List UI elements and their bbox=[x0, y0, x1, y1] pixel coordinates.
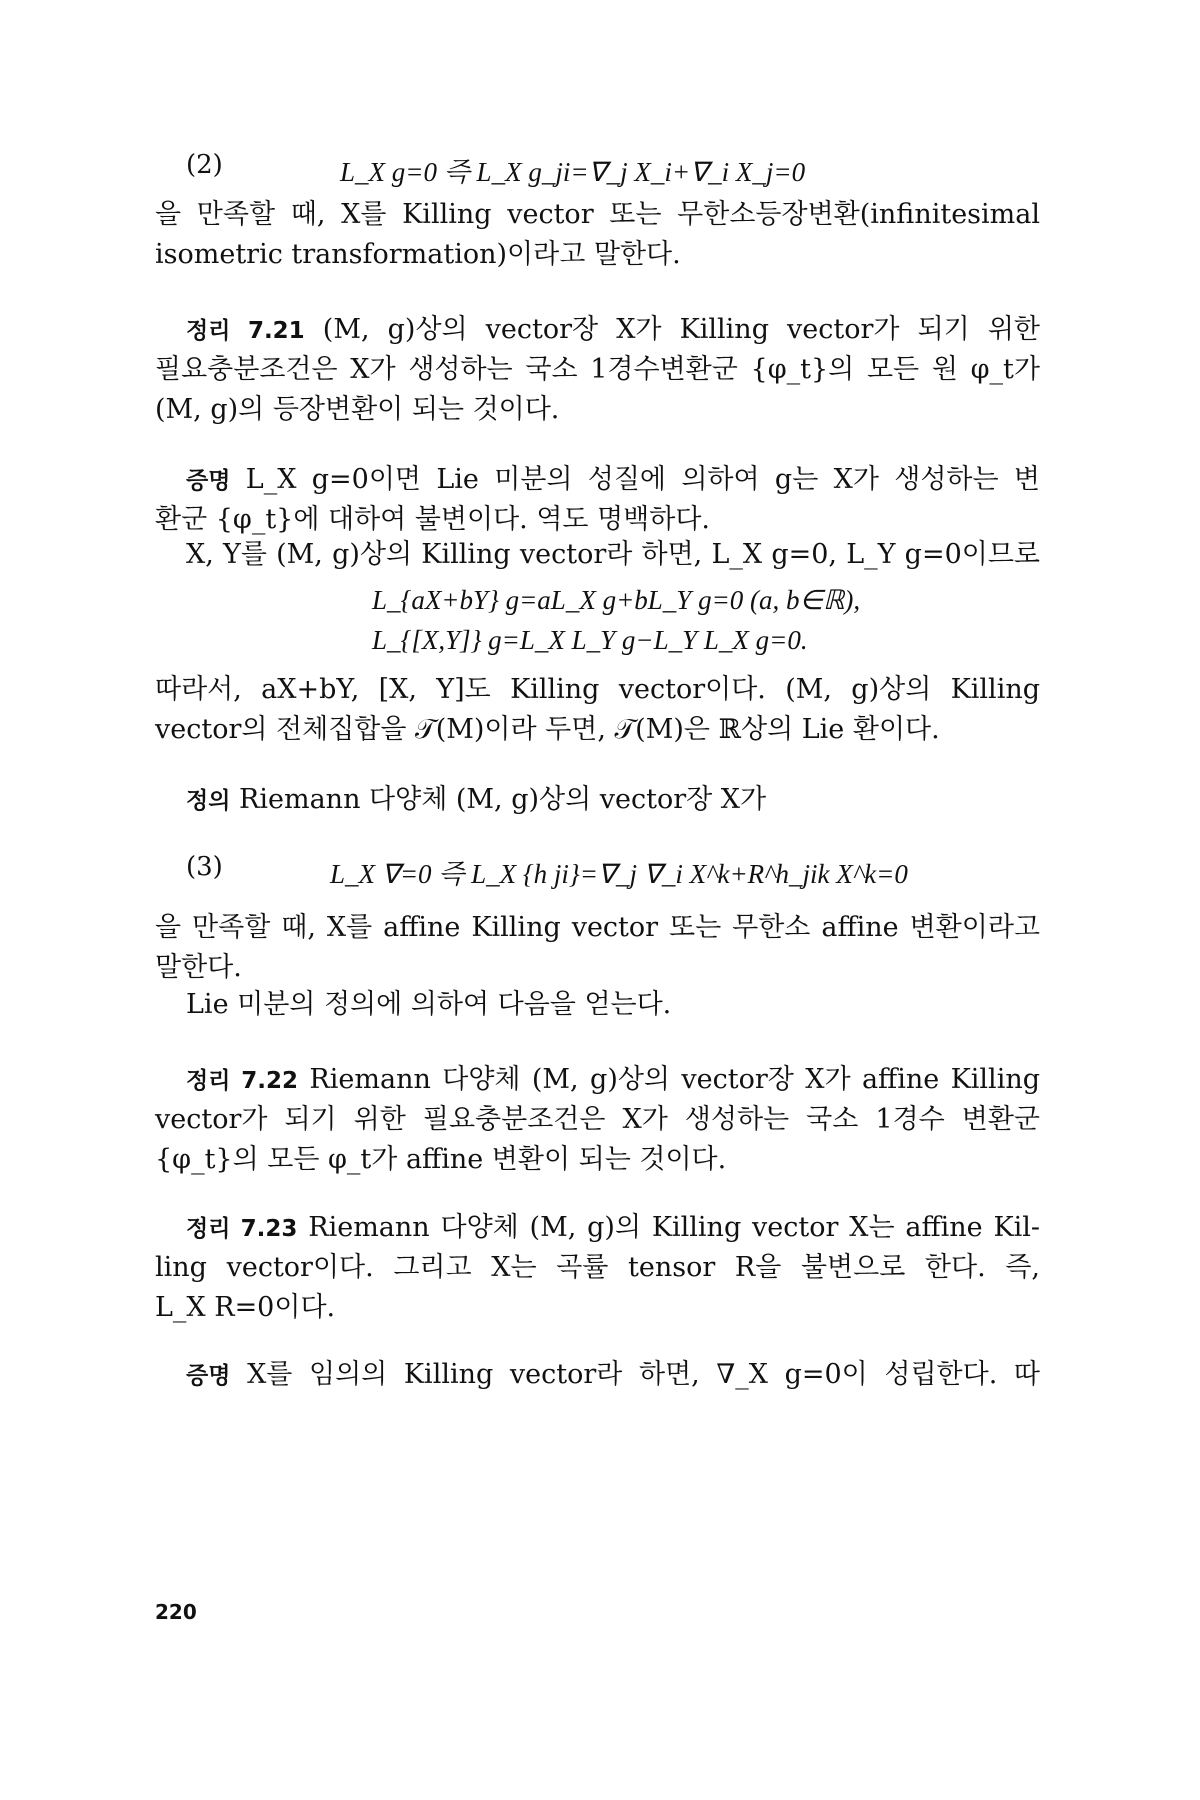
proof-label: 증명 bbox=[186, 1363, 231, 1389]
proof-text: X를 임의의 Killing vector라 하면, ∇_X g=0이 성립한다. 따 bbox=[247, 1359, 1040, 1390]
theorem-text: Riemann 다양체 (M, g)상의 vector장 X가 affine Killing bbox=[309, 1064, 1041, 1095]
equation-2: L_X g=0 즉 L_X g_ji=∇_j X_i+∇_i X_j=0 bbox=[340, 157, 806, 187]
proof-label: 증명 bbox=[186, 468, 231, 494]
theorem-7-21-line bbox=[186, 310, 1040, 351]
definition-line bbox=[186, 780, 1040, 821]
equation-number-2: (2) bbox=[186, 150, 223, 180]
definition-line: Lie 미분의 정의에 의하여 다음을 얻는다. bbox=[186, 989, 672, 1020]
theorem-label: 정리 7.21 bbox=[186, 318, 305, 344]
definition-label: 정의 bbox=[186, 788, 231, 814]
theorem-line: vector가 되기 위한 필요충분조건은 X가 생성하는 국소 1경수 변환군 bbox=[155, 1104, 1040, 1135]
equation-number-3: (3) bbox=[186, 852, 223, 882]
proof-line: 환군 {φ_t}에 대하여 불변이다. 역도 명백하다. bbox=[155, 504, 711, 535]
theorem-line: {φ_t}의 모든 φ_t가 affine 변환이 되는 것이다. bbox=[155, 1144, 727, 1175]
theorem-label: 정리 7.23 bbox=[186, 1216, 298, 1242]
paragraph-line: 을 만족할 때, X를 Killing vector 또는 무한소등장변환(infinitesimal bbox=[155, 199, 1040, 230]
theorem-line: ling vector이다. 그리고 X는 곡률 tensor R을 불변으로 한다. 즉, bbox=[155, 1252, 1040, 1283]
theorem-7-22-line bbox=[186, 1060, 1040, 1101]
equation-lie-bracket: L_{[X,Y]} g=L_X L_Y g−L_Y L_X g=0. bbox=[372, 625, 808, 655]
theorem-text: Riemann 다양체 (M, g)의 Killing vector X는 affine Kil- bbox=[308, 1212, 1041, 1243]
page-number: 220 bbox=[155, 1600, 197, 1624]
proof-line bbox=[186, 460, 1040, 501]
theorem-line: 필요충분조건은 X가 생성하는 국소 1경수변환군 {φ_t}의 모든 원 φ_t가 bbox=[155, 354, 1040, 385]
theorem-7-23-line bbox=[186, 1208, 1040, 1249]
proof-text: L_X g=0이면 Lie 미분의 성질에 의하여 g는 X가 생성하는 변 bbox=[245, 464, 1040, 495]
proof-line: vector의 전체집합을 𝒯(M)이라 두면, 𝒯(M)은 ℝ상의 Lie 환이다. bbox=[155, 714, 940, 745]
theorem-line: (M, g)의 등장변환이 되는 것이다. bbox=[155, 394, 560, 425]
equation-3: L_X ∇=0 즉 L_X {h ji}=∇_j ∇_i X^k+R^h_jik X^k=0 bbox=[330, 859, 908, 889]
equation-lie-linear: L_{aX+bY} g=aL_X g+bL_Y g=0 (a, b∈ℝ), bbox=[372, 585, 861, 615]
definition-line: 말한다. bbox=[155, 952, 242, 983]
theorem-label: 정리 7.22 bbox=[186, 1068, 299, 1094]
proof-line bbox=[186, 1355, 1040, 1396]
paragraph-line: isometric transformation)이라고 말한다. bbox=[155, 239, 681, 270]
proof-line: X, Y를 (M, g)상의 Killing vector라 하면, L_X g=0, L_Y g=0이므로 bbox=[186, 539, 1040, 570]
proof-line: 따라서, aX+bY, [X, Y]도 Killing vector이다. (M, g)상의 Killing bbox=[155, 674, 1040, 705]
theorem-text: (M, g)상의 vector장 X가 Killing vector가 되기 위한 bbox=[322, 314, 1040, 345]
theorem-line: L_X R=0이다. bbox=[155, 1292, 336, 1323]
definition-line: 을 만족할 때, X를 affine Killing vector 또는 무한소 affine 변환이라고 bbox=[155, 912, 1040, 943]
definition-text: Riemann 다양체 (M, g)상의 vector장 X가 bbox=[239, 784, 767, 815]
